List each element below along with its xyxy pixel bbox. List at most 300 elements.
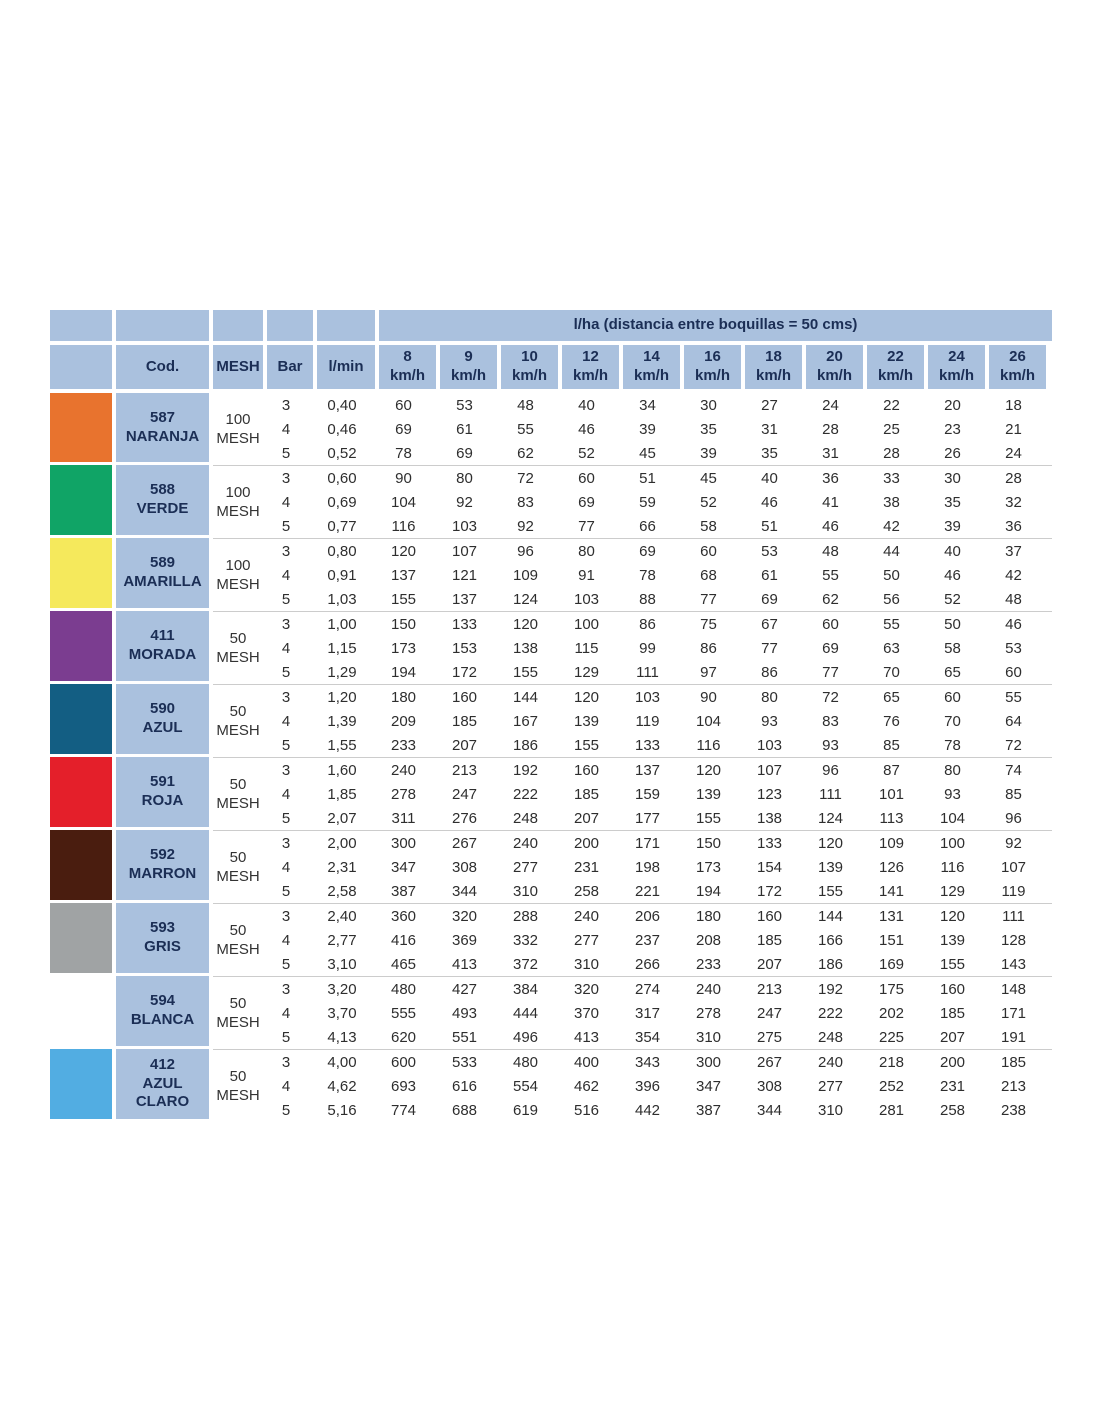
mesh-value: 100	[225, 483, 251, 501]
rate-value: 172	[756, 882, 783, 900]
rate-value: 36	[822, 469, 839, 487]
rate-value: 185	[1000, 1053, 1027, 1071]
rate-value: 139	[817, 858, 844, 876]
rate-value: 266	[634, 955, 661, 973]
rate-value: 62	[822, 590, 839, 608]
rate-value: 496	[512, 1028, 539, 1046]
rate-value: 173	[390, 639, 417, 657]
speed-value: 14	[643, 348, 660, 366]
rate-row	[263, 709, 1052, 733]
speed-unit: km/h	[877, 367, 913, 384]
mesh-cell	[213, 466, 263, 538]
mesh-label: MESH	[216, 1014, 260, 1031]
nozzle-name: AZUL CLARO	[135, 1074, 190, 1111]
rate-value: 155	[573, 736, 600, 754]
rate-value: 103	[451, 517, 478, 535]
mesh-label: MESH	[216, 795, 260, 812]
bar-value: 3	[281, 1053, 291, 1071]
rate-value: 258	[939, 1101, 966, 1119]
rate-value: 52	[578, 444, 595, 462]
rate-value: 347	[390, 858, 417, 876]
rate-value: 317	[634, 1004, 661, 1022]
bar-value: 4	[281, 566, 291, 584]
rate-value: 48	[1005, 590, 1022, 608]
rate-value: 400	[573, 1053, 600, 1071]
rate-value: 172	[451, 663, 478, 681]
rate-value: 96	[517, 542, 534, 560]
rate-row	[263, 806, 1052, 830]
rate-value: 281	[878, 1101, 905, 1119]
rate-value: 137	[451, 590, 478, 608]
rate-row	[263, 758, 1052, 782]
speed-column-header	[989, 345, 1046, 389]
mesh-cell	[213, 904, 263, 976]
rate-value: 138	[756, 809, 783, 827]
rate-value: 78	[639, 566, 656, 584]
nozzle-name: MARRON	[128, 865, 197, 882]
rate-value: 61	[456, 420, 473, 438]
bar-value: 4	[281, 1004, 291, 1022]
speed-unit: km/h	[999, 367, 1035, 384]
rate-value: 277	[817, 1077, 844, 1095]
speed-column-header	[928, 345, 985, 389]
rate-value: 46	[1005, 615, 1022, 633]
bar-value: 5	[281, 444, 291, 462]
rate-value: 60	[578, 469, 595, 487]
rate-value: 207	[756, 955, 783, 973]
nozzle-name: BLANCA	[130, 1011, 195, 1028]
speed-column-header	[806, 345, 863, 389]
rate-value: 69	[578, 493, 595, 511]
rate-value: 258	[573, 882, 600, 900]
rate-value: 218	[878, 1053, 905, 1071]
rate-value: 116	[940, 858, 965, 876]
speed-value: 22	[887, 348, 904, 366]
rate-value: 69	[456, 444, 473, 462]
empty-header-cell	[267, 310, 313, 341]
rate-value: 120	[390, 542, 417, 560]
rate-value: 222	[512, 785, 539, 803]
nozzle-color-swatch	[50, 393, 112, 462]
rate-value: 63	[883, 639, 900, 657]
empty-header-cell	[213, 310, 263, 341]
speed-unit: km/h	[389, 367, 425, 384]
rate-row	[263, 466, 1052, 490]
rate-value: 68	[700, 566, 717, 584]
rate-value: 93	[944, 785, 961, 803]
nozzle-name: GRIS	[144, 938, 181, 955]
nozzle-code: 591	[149, 773, 176, 791]
lmin-value: 2,31	[327, 858, 357, 876]
rate-value: 171	[1000, 1004, 1027, 1022]
bar-column-header: Bar	[267, 345, 313, 389]
rate-value: 55	[883, 615, 900, 633]
bar-value: 3	[281, 688, 291, 706]
rate-value: 144	[817, 907, 844, 925]
rate-value: 198	[634, 858, 661, 876]
mesh-label: MESH	[216, 941, 260, 958]
rate-value: 209	[390, 712, 417, 730]
rate-value: 41	[822, 493, 839, 511]
group-data-area	[213, 684, 1052, 757]
rate-value: 133	[451, 615, 478, 633]
nozzle-code: 587	[149, 408, 176, 426]
rate-value: 238	[1000, 1101, 1027, 1119]
rate-value: 462	[573, 1077, 600, 1095]
rate-value: 77	[578, 517, 595, 535]
rate-value: 396	[634, 1077, 661, 1095]
mesh-cell	[213, 1050, 263, 1122]
rate-value: 37	[1005, 542, 1022, 560]
mesh-cell	[213, 758, 263, 830]
group-rows	[263, 904, 1052, 976]
rate-value: 40	[578, 396, 595, 414]
bar-value: 3	[281, 980, 291, 998]
speed-value: 9	[464, 348, 473, 366]
speed-column-header	[623, 345, 680, 389]
rate-value: 144	[512, 688, 539, 706]
rate-value: 213	[1000, 1077, 1027, 1095]
speed-value: 12	[582, 348, 599, 366]
rate-value: 25	[883, 420, 900, 438]
speed-unit: km/h	[694, 367, 730, 384]
nozzle-code-cell	[116, 976, 209, 1046]
rate-value: 160	[451, 688, 478, 706]
lmin-value: 0,46	[327, 420, 357, 438]
rate-value: 186	[817, 955, 844, 973]
rate-value: 247	[756, 1004, 783, 1022]
rate-row	[263, 1025, 1052, 1049]
rate-row	[263, 393, 1052, 417]
speed-column-header	[562, 345, 619, 389]
rate-value: 58	[700, 517, 717, 535]
rate-value: 120	[573, 688, 600, 706]
nozzle-name: NARANJA	[125, 427, 200, 445]
rate-value: 344	[756, 1101, 783, 1119]
rate-value: 387	[390, 882, 417, 900]
nozzle-color-swatch	[50, 538, 112, 608]
speed-column-header	[745, 345, 802, 389]
rate-value: 28	[1005, 469, 1022, 487]
rate-value: 277	[512, 858, 539, 876]
mesh-label: MESH	[216, 868, 260, 885]
speed-column-header	[379, 345, 436, 389]
mesh-value: 50	[229, 629, 247, 647]
rate-value: 372	[512, 955, 539, 973]
rate-value: 300	[390, 834, 417, 852]
rate-value: 267	[756, 1053, 783, 1071]
rate-value: 169	[878, 955, 905, 973]
rate-value: 119	[635, 712, 660, 730]
rate-value: 308	[756, 1077, 783, 1095]
lmin-value: 1,60	[327, 761, 357, 779]
rate-value: 24	[1005, 444, 1022, 462]
rate-value: 55	[517, 420, 534, 438]
lmin-value: 1,15	[327, 639, 357, 657]
bar-value: 3	[281, 396, 291, 414]
rate-value: 533	[451, 1053, 478, 1071]
rate-value: 347	[695, 1077, 722, 1095]
rate-value: 123	[756, 785, 783, 803]
rate-value: 248	[512, 809, 539, 827]
speed-column-header	[440, 345, 497, 389]
speed-unit: km/h	[633, 367, 669, 384]
lmin-value: 0,91	[327, 566, 357, 584]
rate-value: 20	[944, 396, 961, 414]
rate-row	[263, 928, 1052, 952]
rate-value: 42	[883, 517, 900, 535]
rate-value: 31	[761, 420, 778, 438]
rate-value: 155	[390, 590, 417, 608]
rate-value: 86	[639, 615, 656, 633]
rate-value: 416	[390, 931, 417, 949]
rate-row	[263, 782, 1052, 806]
rate-value: 150	[390, 615, 417, 633]
rate-value: 177	[634, 809, 661, 827]
rate-value: 74	[1005, 761, 1022, 779]
rate-value: 72	[822, 688, 839, 706]
lmin-value: 0,40	[327, 396, 357, 414]
nozzle-name: ROJA	[141, 792, 184, 809]
group-rows	[263, 977, 1052, 1049]
rate-value: 44	[883, 542, 900, 560]
nozzle-code: 592	[149, 846, 176, 864]
column-header-row	[50, 345, 1052, 389]
rate-value: 66	[639, 517, 656, 535]
rate-value: 39	[700, 444, 717, 462]
rate-value: 311	[391, 809, 416, 827]
bar-value: 5	[281, 955, 291, 973]
mesh-label: MESH	[216, 430, 260, 447]
nozzle-group	[50, 830, 1052, 903]
rate-value: 126	[878, 858, 905, 876]
rate-value: 413	[451, 955, 478, 973]
rate-value: 46	[578, 420, 595, 438]
rate-value: 88	[639, 590, 656, 608]
mesh-value: 50	[229, 921, 247, 939]
rate-value: 185	[573, 785, 600, 803]
nozzle-code-cell	[116, 684, 209, 754]
rate-value: 252	[878, 1077, 905, 1095]
rate-value: 85	[883, 736, 900, 754]
rate-value: 288	[512, 907, 539, 925]
rate-value: 131	[878, 907, 905, 925]
mesh-cell	[213, 612, 263, 684]
rate-value: 139	[939, 931, 966, 949]
lmin-value: 2,58	[327, 882, 357, 900]
rate-value: 92	[1005, 834, 1022, 852]
rate-value: 185	[939, 1004, 966, 1022]
rate-value: 480	[390, 980, 417, 998]
lmin-value: 0,69	[327, 493, 357, 511]
table-body	[50, 393, 1052, 1122]
rate-row	[263, 952, 1052, 976]
bar-value: 5	[281, 809, 291, 827]
rate-value: 137	[634, 761, 661, 779]
nozzle-code: 594	[149, 992, 176, 1010]
lmin-value: 1,03	[327, 590, 357, 608]
rate-value: 119	[1001, 882, 1026, 900]
rate-value: 96	[1005, 809, 1022, 827]
rate-row	[263, 563, 1052, 587]
nozzle-color-swatch	[50, 684, 112, 754]
speed-column-header	[867, 345, 924, 389]
rate-value: 310	[817, 1101, 844, 1119]
rate-value: 120	[939, 907, 966, 925]
rate-value: 92	[456, 493, 473, 511]
rate-value: 240	[695, 980, 722, 998]
group-data-area	[213, 1049, 1052, 1122]
rate-row	[263, 490, 1052, 514]
bar-value: 5	[281, 1028, 291, 1046]
rate-value: 413	[573, 1028, 600, 1046]
rate-value: 248	[817, 1028, 844, 1046]
bar-value: 4	[281, 785, 291, 803]
group-data-area	[213, 465, 1052, 538]
mesh-label: MESH	[216, 649, 260, 666]
rate-value: 78	[395, 444, 412, 462]
nozzle-group	[50, 393, 1052, 465]
rate-value: 23	[944, 420, 961, 438]
rate-value: 30	[944, 469, 961, 487]
rate-value: 18	[1005, 396, 1022, 414]
nozzle-group	[50, 757, 1052, 830]
rate-value: 96	[822, 761, 839, 779]
rate-value: 80	[761, 688, 778, 706]
rate-value: 200	[939, 1053, 966, 1071]
rate-value: 240	[573, 907, 600, 925]
lmin-value: 4,00	[327, 1053, 357, 1071]
nozzle-color-swatch	[50, 757, 112, 827]
rate-value: 24	[822, 396, 839, 414]
rate-row	[263, 539, 1052, 563]
rate-row	[263, 1074, 1052, 1098]
rate-value: 60	[822, 615, 839, 633]
rate-value: 225	[878, 1028, 905, 1046]
rate-value: 30	[700, 396, 717, 414]
lmin-value: 3,70	[327, 1004, 357, 1022]
rate-value: 78	[944, 736, 961, 754]
bar-value: 5	[281, 517, 291, 535]
rate-value: 516	[573, 1101, 600, 1119]
rate-value: 155	[695, 809, 722, 827]
nozzle-rate-table	[50, 310, 1052, 1122]
rate-value: 310	[695, 1028, 722, 1046]
rate-value: 45	[700, 469, 717, 487]
rate-value: 93	[761, 712, 778, 730]
lmin-value: 0,80	[327, 542, 357, 560]
bar-value: 4	[281, 1077, 291, 1095]
rate-value: 46	[944, 566, 961, 584]
rate-value: 69	[395, 420, 412, 438]
group-data-area	[213, 538, 1052, 611]
bar-value: 4	[281, 639, 291, 657]
nozzle-group	[50, 976, 1052, 1049]
group-rows	[263, 466, 1052, 538]
rate-value: 61	[761, 566, 778, 584]
rate-value: 194	[390, 663, 417, 681]
rate-value: 124	[512, 590, 539, 608]
bar-value: 3	[281, 834, 291, 852]
rate-value: 28	[822, 420, 839, 438]
rate-value: 72	[1005, 736, 1022, 754]
rate-value: 180	[695, 907, 722, 925]
mesh-cell	[213, 393, 263, 465]
nozzle-code-cell	[116, 1049, 209, 1119]
mesh-label: MESH	[216, 576, 260, 593]
lmin-value: 1,39	[327, 712, 357, 730]
mesh-value: 50	[229, 775, 247, 793]
lmin-value: 1,00	[327, 615, 357, 633]
group-data-area	[213, 393, 1052, 465]
rate-value: 58	[944, 639, 961, 657]
rate-value: 555	[390, 1004, 417, 1022]
rate-value: 551	[451, 1028, 478, 1046]
mesh-cell	[213, 685, 263, 757]
mesh-label: MESH	[216, 1087, 260, 1104]
rate-value: 192	[512, 761, 539, 779]
group-data-area	[213, 757, 1052, 830]
rate-value: 76	[883, 712, 900, 730]
mesh-column-header: MESH	[213, 345, 263, 389]
rate-value: 155	[939, 955, 966, 973]
speed-unit: km/h	[755, 367, 791, 384]
rate-value: 154	[756, 858, 783, 876]
rate-value: 35	[944, 493, 961, 511]
rate-value: 332	[512, 931, 539, 949]
rate-value: 137	[390, 566, 417, 584]
group-rows	[263, 1050, 1052, 1122]
group-rows	[263, 831, 1052, 903]
speed-unit: km/h	[450, 367, 486, 384]
rate-row	[263, 587, 1052, 611]
nozzle-code-cell	[116, 903, 209, 973]
rate-value: 75	[700, 615, 717, 633]
rate-value: 77	[700, 590, 717, 608]
nozzle-group	[50, 538, 1052, 611]
rate-row	[263, 612, 1052, 636]
rate-value: 143	[1000, 955, 1027, 973]
rate-value: 354	[634, 1028, 661, 1046]
nozzle-code: 593	[149, 919, 176, 937]
rate-value: 128	[1000, 931, 1027, 949]
rate-row	[263, 1050, 1052, 1074]
rate-value: 32	[1005, 493, 1022, 511]
table-title: l/ha (distancia entre boquillas = 50 cms)	[379, 310, 1052, 341]
rate-value: 121	[451, 566, 478, 584]
rate-value: 116	[696, 736, 721, 754]
rate-value: 155	[512, 663, 539, 681]
rate-value: 100	[573, 615, 600, 633]
lmin-value: 5,16	[327, 1101, 357, 1119]
bar-value: 5	[281, 590, 291, 608]
rate-value: 77	[761, 639, 778, 657]
bar-value: 4	[281, 420, 291, 438]
rate-value: 40	[761, 469, 778, 487]
rate-value: 247	[451, 785, 478, 803]
rate-value: 31	[822, 444, 839, 462]
rate-value: 133	[756, 834, 783, 852]
nozzle-color-swatch	[50, 976, 112, 1046]
lmin-value: 4,62	[327, 1077, 357, 1095]
rate-value: 427	[451, 980, 478, 998]
lmin-column-header: l/min	[317, 345, 375, 389]
speed-unit: km/h	[816, 367, 852, 384]
lmin-value: 0,52	[327, 444, 357, 462]
rate-value: 52	[944, 590, 961, 608]
bar-value: 3	[281, 615, 291, 633]
mesh-value: 50	[229, 994, 247, 1012]
